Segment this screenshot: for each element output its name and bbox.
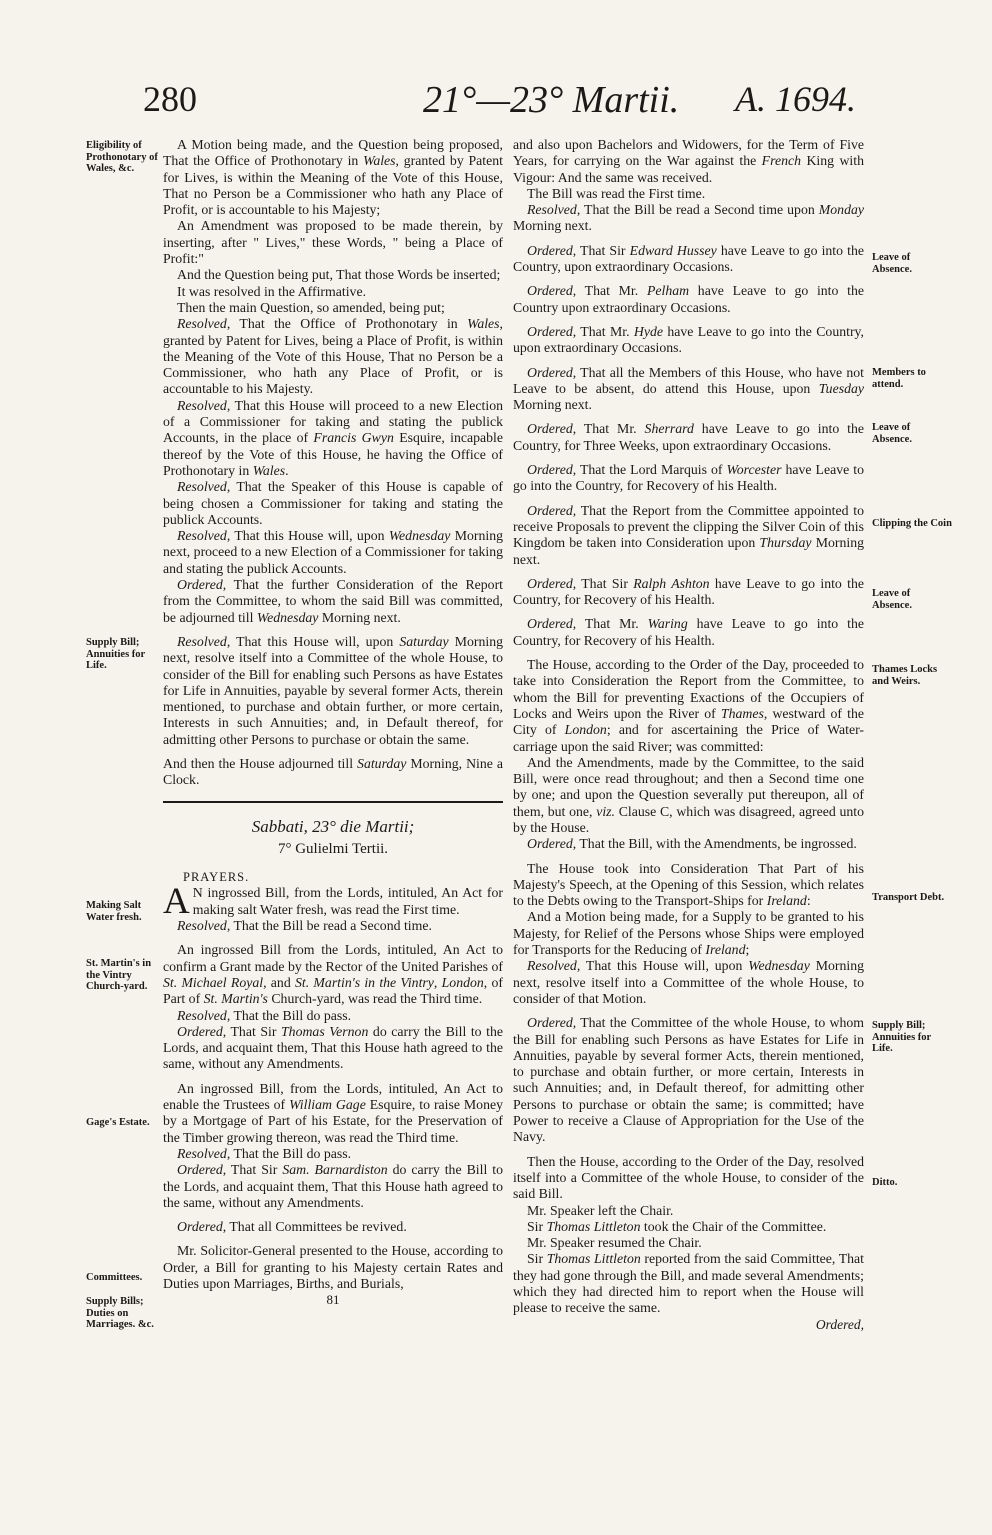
paragraph: Resolved, That the Bill be read a Second time.	[177, 918, 432, 934]
paragraph: Ordered, That Mr. Hyde have Leave to go into the Country, upon extraordinary Occasions.	[513, 323, 864, 356]
margin-note-leave-3: Leave of Absence.	[872, 588, 912, 611]
page-number: 280	[143, 79, 197, 119]
right-column	[513, 137, 864, 1333]
paragraph: And then the House adjourned till Saturday Morning, Nine a Clock.	[163, 755, 503, 788]
paragraph: Resolved, That the Bill do pass.	[177, 1007, 352, 1023]
margin-note-supply: Supply Bill; Annuities for Life.	[86, 637, 146, 671]
paragraph: Ordered, That all the Members of this House, who have not Leave to be absent, do attend this House, upon Tuesday Morning next.	[513, 364, 864, 413]
paragraph: An ingrossed Bill, from the Lords, intituled, An Act to enable the Trustees of William Gage Esquire, to raise Money by a Mortgage of Part of his Estate, for the Preservation of the Timber growing thereon, was read the Third time.	[163, 1080, 503, 1145]
paragraph: Ordered, That Sir Edward Hussey have Leave to go into the Country, upon extraordinary Occasions.	[513, 242, 864, 275]
margin-note-committees: Committees.	[86, 1272, 143, 1283]
regnal-year: 7° Gulielmi Tertii.	[277, 840, 389, 857]
paragraph: Ordered, That all Committees be revived.	[177, 1219, 407, 1235]
paragraph: Ordered, That Sir Thomas Vernon do carry the Bill to the Lords, and acquaint them, That this House hath agreed to the same, without any Amendments.	[163, 1023, 503, 1072]
margin-note-thames: Thames Locks and Weirs.	[872, 664, 938, 687]
margin-note-transport: Transport Debt.	[872, 892, 945, 903]
paragraph: A N ingrossed Bill, from the Lords, intituled, An Act for making salt Water fresh, was read the First time.	[163, 881, 503, 923]
paragraph: The House took into Consideration That Part of his Majesty's Speech, at the Opening of this Session, which relates to the Debts owing to the Transport-Ships for Ireland:	[513, 860, 864, 909]
drop-cap: A	[163, 881, 190, 923]
signature-mark: 81	[326, 1292, 340, 1308]
left-column	[163, 137, 503, 1309]
page-year: A. 1694.	[735, 79, 856, 119]
margin-note-salt: Making Salt Water fresh.	[86, 900, 142, 923]
paragraph: Sir Thomas Littleton took the Chair of the Committee.	[527, 1218, 827, 1234]
paragraph: Ordered, That Mr. Pelham have Leave to go into the Country upon extraordinary Occasions.	[513, 283, 864, 315]
margin-note-leave-1: Leave of Absence.	[872, 252, 912, 275]
paragraph: Ordered, That the Report from the Committee appointed to receive Proposals to prevent the clipping the Silver Coin of this Kingdom be taken into Consideration upon Thursday Morning next.	[513, 502, 864, 567]
paragraph: An ingrossed Bill from the Lords, intituled, An Act to confirm a Grant made by the Rector of the United Parishes of St. Michael Royal, and St. Martin's in the Vintry, London, of Part of St. Martin's Church-yard, was read the Third time.	[163, 942, 503, 1007]
margin-note-duties: Supply Bills; Duties on Marriages. &c.	[86, 1296, 154, 1330]
paragraph: Mr. Solicitor-General presented to the House, according to Order, a Bill for granting to his Majesty certain Rates and Duties upon Marriages, Births, and Burials,	[163, 1243, 503, 1291]
paragraph: Resolved, That the Speaker of this House is capable of being chosen a Commissioner for taking and stating the publick Accounts.	[163, 479, 503, 527]
paragraph: Resolved, That this House will, upon Wednesday Morning next, resolve itself into a Committee of the whole House, to consider of that Motion.	[513, 958, 864, 1006]
margin-note-martin: St. Martin's in the Vintry Church-yard.	[86, 958, 152, 992]
margin-note-clipping: Clipping the Coin	[872, 518, 952, 529]
paragraph: Ordered, That the Lord Marquis of Worcester have Leave to go into the Country, for Recovery of his Health.	[513, 462, 864, 494]
margin-note-ditto: Ditto.	[872, 1177, 898, 1188]
sitting-title: Sabbati, 23° die Martii;	[251, 816, 415, 836]
paragraph: Then the main Question, so amended, being put;	[177, 299, 445, 315]
paragraph: And the Question being put, That those Words be inserted;	[177, 267, 501, 283]
margin-note-wales: Eligibility of Prothonotary of Wales, &c.	[86, 140, 158, 174]
page-date: 21°—23° Martii.	[423, 79, 680, 121]
section-rule	[163, 801, 503, 803]
paragraph: Ordered, That the Bill, with the Amendments, be ingrossed.	[527, 836, 857, 852]
paragraph: An Amendment was proposed to be made therein, by inserting, after " Lives," these Words, " being a Place of Profit:"	[163, 218, 503, 267]
catchword: Ordered,	[815, 1316, 864, 1332]
paragraph: Sir Thomas Littleton reported from the said Committee, That they had gone through the Bill, and made several Amendments; which they had directed him to report when the House will please to receive the same.	[513, 1251, 864, 1316]
paragraph: Ordered, That the Committee of the whole House, to whom the Bill for enabling such Persons as have Estates for Life in Annuities, payable by several former Acts, therein mentioned, to purchase and obtain further, or more certain, Interests in such Annuities; and, in Default thereof, for admitting other Persons to purchase or obtain the same; is committed; have Power to receive a Clause of Appropriation for the Use of the Navy.	[513, 1015, 864, 1145]
prayers-heading: PRAYERS.	[183, 870, 250, 885]
paragraph: Resolved, That this House will, upon Saturday Morning next, resolve itself into a Committee of the whole House, to consider of the Bill for enabling such Persons as have Estates for Life in Annuities, payable by several former Acts, therein mentioned, to purchase and obtain further, or more certain, Interests in such Annuities; and, in Default thereof, for admitting other Persons to purchase or obtain the same.	[163, 633, 503, 747]
paragraph: A Motion being made, and the Question being proposed, That the Office of Prothonotary in Wales, granted by Patent for Lives, is within the Meaning of the Vote of this House, That no Person be a Commissioner who hath any Place of Profit, or is accountable to his Majesty;	[163, 137, 503, 218]
paragraph: Resolved, That this House will, upon Wednesday Morning next, proceed to a new Election of a Commissioner for taking and stating the publick Accounts.	[163, 528, 503, 576]
paragraph: Resolved, That the Office of Prothonotary in Wales, granted by Patent for Lives, being a Place of Profit, is within the Meaning of the Vote of this House, That no Person be a Commissioner, who hath any Place of Profit, or is accountable to his Majesty.	[163, 316, 503, 397]
paragraph: Ordered, That Mr. Sherrard have Leave to go into the Country, for Three Weeks, upon extraordinary Occasions.	[513, 421, 864, 453]
paragraph: and also upon Bachelors and Widowers, for the Term of Five Years, for carrying on the War against the French King with Vigour: And the same was received.	[513, 137, 864, 185]
paragraph: The Bill was read the First time.	[527, 185, 706, 201]
paragraph: It was resolved in the Affirmative.	[177, 283, 367, 299]
margin-note-members: Members to attend.	[872, 367, 926, 390]
paragraph: Resolved, That this House will proceed to a new Election of a Commissioner for taking and stating the publick Accounts, in the place of Francis Gwyn Esquire, incapable thereof by the Vote of this House, he having the Office of Prothonotary in Wales.	[163, 397, 503, 478]
paragraph: Mr. Speaker left the Chair.	[527, 1202, 674, 1218]
paragraph: Then the House, according to the Order of the Day, resolved itself into a Committee of the whole House, to consider of the said Bill.	[513, 1153, 864, 1202]
margin-note-supply-2: Supply Bill; Annuities for Life.	[872, 1020, 932, 1054]
margin-note-leave-2: Leave of Absence.	[872, 422, 912, 445]
paragraph: Resolved, That the Bill do pass.	[177, 1145, 352, 1161]
page-header	[0, 78, 992, 128]
paragraph: And a Motion being made, for a Supply to be granted to his Majesty, for Relief of the Persons whose Ships were employed for Transports for the Reducing of Ireland;	[513, 909, 864, 958]
paragraph: Resolved, That the Bill be read a Second time upon Monday Morning next.	[513, 202, 864, 234]
paragraph: Ordered, That Sir Sam. Barnardiston do carry the Bill to the Lords, and acquaint them, That this House hath agreed to the same, without any Amendments.	[163, 1162, 504, 1210]
paragraph: Ordered, That Mr. Waring have Leave to go into the Country, for Recovery of his Health.	[513, 616, 864, 648]
paragraph: And the Amendments, made by the Committee, to the said Bill, were once read throughout; and then a Second time one by one; and upon the Question severally put thereupon, all of them, but one, viz. Clause C, which was disagreed, agreed unto by the House.	[513, 754, 865, 835]
paragraph: Mr. Speaker resumed the Chair.	[527, 1235, 702, 1251]
margin-note-gage: Gage's Estate.	[86, 1117, 150, 1128]
paragraph: The House, according to the Order of the Day, proceeded to take into Consideration the Report from the Committee, to whom the Bill for preventing Exactions of the Occupiers of Locks and Weirs upon the River of Thames, westward of the City of London; and for ascertaining the Price of Water-carriage upon the said River; was committed:	[513, 657, 864, 754]
paragraph: Ordered, That Sir Ralph Ashton have Leave to go into the Country, for Recovery of his Health.	[513, 575, 864, 608]
paragraph: Ordered, That the further Consideration of the Report from the Committee, to whom the said Bill was committed, be adjourned till Wednesday Morning next.	[163, 577, 503, 625]
